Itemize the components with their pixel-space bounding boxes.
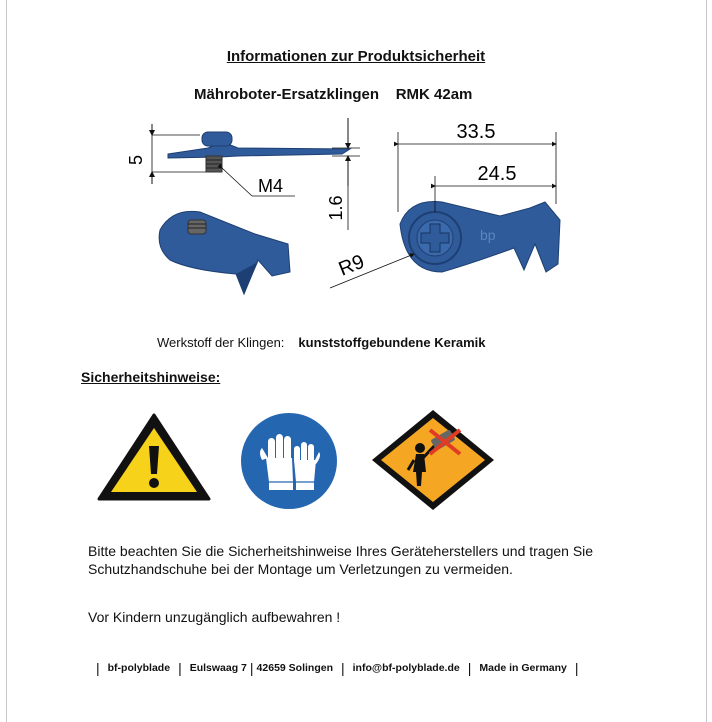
footer-street: Eulswaag 7: [189, 662, 247, 674]
footer-separator: |: [574, 660, 579, 676]
footer-separator: |: [341, 660, 345, 676]
svg-text:bp: bp: [480, 227, 496, 243]
footer-origin: Made in Germany: [479, 662, 567, 674]
warning-triangle-icon: [96, 412, 212, 502]
page-title: Informationen zur Produktsicherheit: [226, 48, 486, 65]
dim-total-length-label: 33.5: [456, 121, 496, 143]
page-border-right: [706, 0, 707, 722]
dim-thread-label: M4: [258, 176, 284, 196]
safety-note-gloves: Bitte beachten Sie die Sicherheitshinweise Ihres Geräteherstellers und tragen Sie Schutzhandschuhe bei der Montage um Verletzungen zu vermeiden.: [88, 543, 594, 577]
dim-height-label: 5: [126, 154, 146, 166]
blade-perspective-view: [159, 211, 290, 294]
footer-separator: |: [96, 660, 100, 676]
page-border-left: [6, 0, 7, 722]
footer-separator: |: [178, 660, 182, 676]
material-value: kunststoffgebundene Keramik: [298, 335, 486, 350]
footer-email[interactable]: info@bf-polyblade.de: [352, 662, 460, 674]
gloves-icon: [240, 412, 338, 510]
dim-thickness-label: 1.6: [326, 195, 346, 221]
keep-away-children-icon: [370, 408, 496, 512]
blade-top-view: [400, 201, 560, 272]
footer-city: 42659 Solingen: [256, 662, 333, 674]
dim-partial-length-label: 24.5: [477, 163, 517, 185]
product-subtitle: Mähroboter-Ersatzklingen RMK 42am: [194, 86, 473, 103]
dim-radius-label: R9: [335, 250, 368, 281]
footer: [88, 660, 587, 676]
blade-technical-drawing: [120, 112, 570, 302]
footer-company: bf-polyblade: [107, 662, 171, 674]
material-label: Werkstoff der Klingen:: [157, 335, 285, 350]
footer-separator: |: [249, 660, 254, 676]
safety-note-children: Vor Kindern unzugänglich aufbewahren !: [88, 609, 341, 625]
blade-side-view: [168, 132, 350, 172]
material-line: [157, 335, 486, 350]
footer-separator: |: [467, 660, 472, 676]
safety-heading: Sicherheitshinweise:: [81, 369, 221, 385]
